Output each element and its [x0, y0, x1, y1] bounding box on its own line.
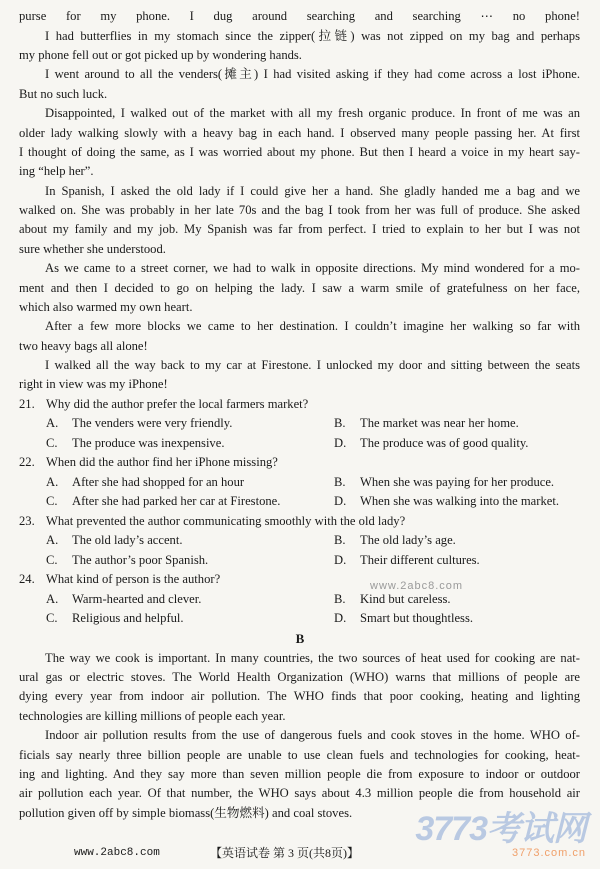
- question-text: What prevented the author communicating smoothly with the old lady?: [46, 514, 406, 528]
- option-21b[interactable]: B. The market was near her home.: [334, 416, 519, 430]
- question-text: When did the author find her iPhone missing?: [46, 455, 278, 469]
- option-24a[interactable]: A. Warm-hearted and clever.: [46, 592, 202, 606]
- passage-b-line: pollution given off by simple biomass(生物燃料) and coal stoves.: [19, 806, 353, 820]
- section-heading: B: [295, 631, 305, 646]
- passage-line: I went around to all the venders(摊主) I had visited asking if they had come across a lost iPhone.: [45, 67, 580, 81]
- passage-line: Disappointed, I walked out of the market with all my fresh organic produce. In front of me was an: [45, 106, 580, 120]
- question-24: [19, 571, 220, 588]
- passage-line: sure whether she understood.: [19, 242, 166, 256]
- passage-line: After a few more blocks we came to her destination. I couldn’t imagine her walking so far with: [45, 319, 580, 333]
- passage-b-line: air pollution each year. Of that number, the WHO says about 4.3 million people die from household air: [19, 786, 580, 800]
- option-22b[interactable]: B. When she was paying for her produce.: [334, 475, 555, 489]
- question-21: [19, 396, 308, 413]
- option-21d[interactable]: D. The produce was of good quality.: [334, 436, 529, 450]
- passage-line: my phone fell out or got picked up by wondering hands.: [19, 48, 302, 62]
- passage-line: about my family and my job. My Spanish was far from perfect. I tried to explain to her but I was not: [19, 222, 580, 236]
- option-23d[interactable]: D. Their different cultures.: [334, 553, 480, 567]
- passage-b-line: ural gas or electric stoves. The World Health Organization (WHO) warns that millions of people are: [19, 670, 580, 684]
- passage-b-line: ing and lighting. And they say more than seven million people die from exposure to indoor or outdoor: [19, 767, 580, 781]
- option-23b[interactable]: B. The old lady’s age.: [334, 533, 456, 547]
- option-21a[interactable]: A. The venders were very friendly.: [46, 416, 233, 430]
- option-22a[interactable]: A. After she had shopped for an hour: [46, 475, 245, 489]
- passage-line: As we came to a street corner, we had to walk in opposite directions. My mind wondered for a mo-: [45, 261, 580, 275]
- option-22c[interactable]: C. After she had parked her car at Firestone.: [46, 494, 281, 508]
- passage-line: But no such luck.: [19, 87, 108, 101]
- passage-line: walked on. She was probably in her late 70s and the bag I took from her was full of produce. She asked: [19, 203, 580, 217]
- footer-site-link[interactable]: www.2abc8.com: [74, 847, 160, 859]
- option-24b[interactable]: B. Kind but careless.: [334, 592, 451, 606]
- passage-line: which also warmed my own heart.: [19, 300, 193, 314]
- passage-line: purse for my phone. I dug around searching and searching ⋯ no phone!: [19, 9, 580, 23]
- question-number: 24.: [19, 572, 35, 586]
- question-text: Why did the author prefer the local farmers market?: [46, 397, 309, 411]
- passage-line: ing “help her”.: [19, 164, 94, 178]
- site-logo: [415, 812, 586, 860]
- option-23c[interactable]: C. The author’s poor Spanish.: [46, 553, 209, 567]
- passage-b-line: The way we cook is important. In many countries, the two sources of heat used for cooking are nat-: [45, 651, 580, 665]
- passage-line: ment and then I decided to go on helping the lady. I saw a warm smile of gratefulness on her face,: [19, 281, 580, 295]
- option-24d[interactable]: D. Smart but thoughtless.: [334, 611, 473, 625]
- question-22: [19, 454, 278, 471]
- logo-sub-text: 3773.com.cn: [512, 847, 586, 859]
- passage-line: I had butterflies in my stomach since the zipper(拉链) was not zipped on my bag and perhaps: [45, 29, 580, 43]
- option-24c[interactable]: C. Religious and helpful.: [46, 611, 184, 625]
- passage-line: In Spanish, I asked the old lady if I could give her a hand. She gladly handed me a bag and we: [45, 184, 580, 198]
- question-number: 21.: [19, 397, 35, 411]
- question-text: What kind of person is the author?: [46, 572, 221, 586]
- passage-line: I thought of doing the same, as I was worried about my phone. But then I heard a voice in my heart say-: [19, 145, 580, 159]
- passage-line: two heavy bags all alone!: [19, 339, 148, 353]
- passage-line: right in view was my iPhone!: [19, 377, 168, 391]
- footer-page-label: 【英语试卷 第 3 页(共8页)】: [210, 846, 359, 860]
- passage-b-line: Indoor air pollution results from the use of dangerous fuels and cook stoves in the home. WHO of-: [45, 728, 580, 742]
- option-21c[interactable]: C. The produce was inexpensive.: [46, 436, 225, 450]
- passage-line: older lady walking slowly with a heavy bag in each hand. I observed many people passing her. At first: [19, 126, 580, 140]
- watermark: www.2abc8.com: [370, 580, 464, 592]
- question-number: 22.: [19, 455, 35, 469]
- passage-b-line: technologies are killing millions of people each year.: [19, 709, 286, 723]
- passage-b-line: ficials say nearly three billion people are unable to use clean fuels and technologies for cooking, heat-: [19, 748, 580, 762]
- option-23a[interactable]: A. The old lady’s accent.: [46, 533, 183, 547]
- logo-main-text: 3773考试网: [415, 810, 586, 848]
- passage-b-line: dying every year from indoor air pollution. The WHO finds that poor cooking, heating and lighting: [19, 689, 580, 703]
- passage-line: I walked all the way back to my car at Firestone. I unlocked my door and sitting between the seats: [45, 358, 580, 372]
- question-number: 23.: [19, 514, 35, 528]
- question-23: [19, 513, 405, 530]
- option-22d[interactable]: D. When she was walking into the market.: [334, 494, 559, 508]
